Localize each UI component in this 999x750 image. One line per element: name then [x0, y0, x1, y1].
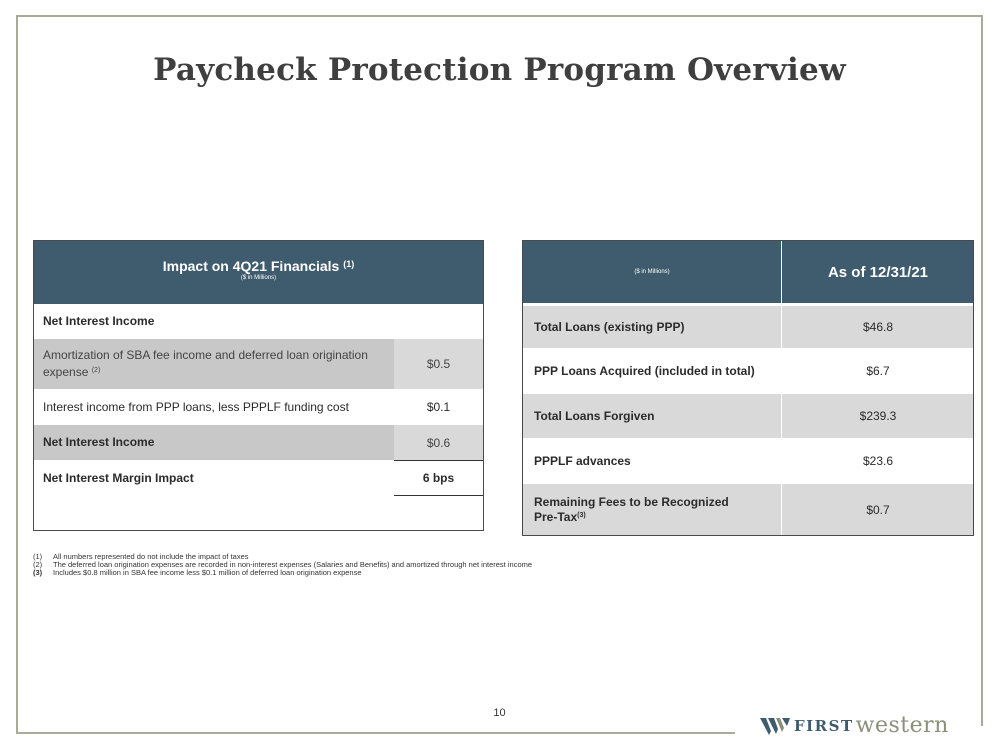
impact-table	[33, 240, 484, 531]
row-value: $23.6	[862, 454, 894, 468]
loans-table-header	[523, 241, 973, 303]
row-label: Net Interest Income	[34, 425, 394, 460]
row-value: $46.8	[862, 320, 894, 334]
table-row	[523, 348, 973, 394]
row-value: $0.5	[394, 339, 483, 389]
row-label: Remaining Fees to be Recognized	[534, 495, 729, 509]
page-number: 10	[493, 707, 506, 719]
footnote: (3) Includes $0.8 million in SBA fee income less $0.1 million of deferred loan origination expense	[33, 568, 362, 577]
impact-table-header	[34, 241, 483, 304]
page-title: Paycheck Protection Program Overview	[153, 52, 846, 88]
table-row	[34, 461, 483, 495]
row-label-cont: Pre-Tax	[534, 510, 578, 524]
loans-table	[522, 240, 974, 536]
row-note: (3)	[577, 512, 586, 519]
impact-table-title-note: (1)	[343, 259, 355, 269]
loans-table-units: ($ in Millions)	[523, 241, 782, 303]
table-row	[523, 438, 973, 484]
row-label: Total Loans Forgiven	[523, 394, 782, 438]
row-label: Net Interest Income	[43, 314, 155, 328]
row-label: Interest income from PPP loans, less PPPLF funding cost	[43, 399, 349, 414]
row-value: 6 bps	[422, 471, 455, 485]
footnote: (1) All numbers represented do not include the impact of taxes	[33, 552, 249, 561]
table-row	[523, 484, 973, 535]
row-value: $0.1	[426, 400, 451, 414]
row-value: $239.3	[859, 409, 897, 423]
footnote: (2) The deferred loan origination expenses are recorded in non-interest expenses (Salaries and Benefits) and amortized through net interest income	[33, 560, 533, 569]
row-label: Total Loans (existing PPP)	[523, 306, 782, 348]
loans-table-date: As of 12/31/21	[827, 263, 929, 281]
table-row	[34, 425, 483, 460]
row-value: $6.7	[866, 364, 890, 378]
row-value: $0.7	[866, 502, 890, 517]
row-label: Amortization of SBA fee income and deferred loan origination expense	[43, 348, 368, 379]
table-row	[34, 339, 483, 389]
table-row	[34, 389, 483, 425]
table-row	[523, 394, 973, 438]
impact-table-units: ($ in Millions)	[240, 275, 277, 281]
row-label: PPP Loans Acquired (included in total)	[523, 348, 782, 394]
impact-table-title: Impact on 4Q21 Financials	[162, 258, 340, 274]
logo-first-text: FIRST	[794, 716, 854, 735]
row-label: Net Interest Margin Impact	[43, 470, 194, 485]
footnotes	[33, 553, 532, 577]
logo-western-text: western	[855, 713, 949, 738]
first-western-logo	[760, 713, 949, 738]
row-divider	[394, 495, 483, 496]
row-value: $0.6	[394, 425, 483, 460]
table-row	[523, 306, 973, 348]
row-label: PPPLF advances	[523, 438, 782, 484]
table-row	[34, 304, 483, 339]
row-note: (2)	[91, 367, 101, 374]
w-mark-icon	[760, 716, 790, 736]
